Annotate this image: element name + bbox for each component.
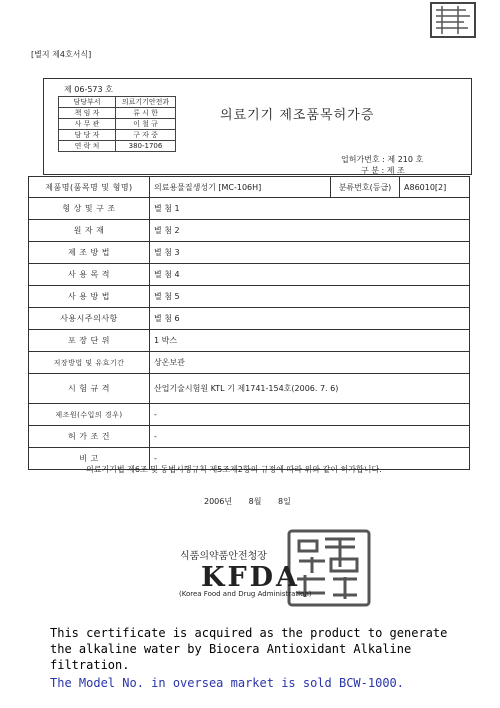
table-row [29,220,470,242]
staff-role: 사 무 관 [59,119,116,130]
staff-name: 의료기기안전과 [116,97,176,108]
issue-date: 2006년 8월 8일 [204,497,291,506]
product-name-row [29,177,470,198]
corner-stamp-icon [428,0,478,40]
row-label: 제 조 방 법 [29,242,150,264]
staff-role: 책 임 자 [59,108,116,119]
staff-role: 담당부서 [59,97,116,108]
permit-category: 구 분 : 제 조 [361,166,405,175]
row-label: 원 자 재 [29,220,150,242]
product-table [28,176,470,470]
caption-line: the alkaline water by Biocera Antioxidant Alkaline [50,642,412,656]
staff-name: 이 철 규 [116,119,176,130]
staff-name: 구 자 중 [116,130,176,141]
row-label: 허 가 조 건 [29,426,150,448]
row-value: - [150,404,470,426]
staff-row [59,119,176,130]
table-row [29,374,470,404]
row-value: 별 첨 6 [150,308,470,330]
agency-english-name: (Korea Food and Drug Administration) [179,590,312,598]
row-value: 상온보관 [150,352,470,374]
law-statement: 의료기기법 제6조 및 동법시행규칙 제5조제2항의 규정에 따라 위와 같이 허가합니다. [86,465,382,474]
row-label: 저장방법 및 유효기간 [29,352,150,374]
row-value: 별 첨 2 [150,220,470,242]
caption-line: This certificate is acquired as the product to generate [50,626,448,640]
table-row [29,264,470,286]
row-label: 포 장 단 위 [29,330,150,352]
staff-role: 연 락 처 [59,141,116,152]
staff-row [59,141,176,152]
table-row [29,404,470,426]
agency-korean-name: 식품의약품안전청장 [180,551,267,562]
row-value: 별 첨 5 [150,286,470,308]
classification-value: A86010[2] [400,177,470,198]
table-row [29,426,470,448]
row-label: 제조원(수입의 경우) [29,404,150,426]
table-row [29,286,470,308]
staff-row [59,97,176,108]
staff-role: 담 당 자 [59,130,116,141]
row-value: 별 첨 1 [150,198,470,220]
table-row [29,308,470,330]
row-value: 1 박스 [150,330,470,352]
table-row [29,198,470,220]
model-number-note: The Model No. in oversea market is sold BCW-1000. [50,676,405,690]
row-label: 시 험 규 격 [29,374,150,404]
staff-row [59,130,176,141]
product-name-label: 제품명(품목명 및 형명) [29,177,150,198]
row-value: - [150,448,470,470]
staff-table [58,96,176,152]
row-label: 비 고 [29,448,150,470]
product-name-value: 의료용물질생성기 [MC-106H] [150,177,331,198]
document-title: 의료기기 제조품목허가증 [220,108,375,123]
row-value: 별 첨 3 [150,242,470,264]
row-label: 사용시주의사항 [29,308,150,330]
caption-line: filtration. [50,658,130,672]
row-value: - [150,426,470,448]
kfda-logo: KFDA [201,562,300,593]
table-row [29,242,470,264]
staff-row [59,108,176,119]
permit-number: 업허가번호 : 제 210 호 [341,155,424,164]
row-value: 산업기술시험원 KTL 기 제1741-154호(2006. 7. 6) [150,374,470,404]
table-row [29,330,470,352]
form-number-label: [별지 제4호서식] [31,50,92,59]
staff-name: 류 시 한 [116,108,176,119]
row-value: 별 첨 4 [150,264,470,286]
staff-name: 380-1706 [116,141,176,152]
classification-label: 분류번호(등급) [331,177,400,198]
row-label: 형 상 및 구 조 [29,198,150,220]
row-label: 사 용 목 적 [29,264,150,286]
table-row [29,352,470,374]
row-label: 사 용 방 법 [29,286,150,308]
certificate-number: 제 06-573 호 [64,85,113,94]
